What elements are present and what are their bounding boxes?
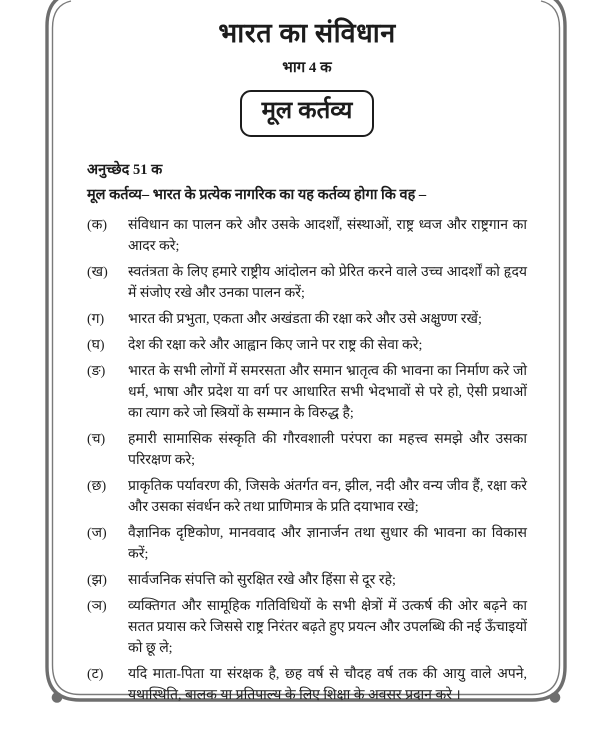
duty-text: संविधान का पालन करे और उसके आदर्शों, संस्थाओं, राष्ट्र ध्वज और राष्ट्रगान का आदर करे; <box>128 218 527 254</box>
duty-text: भारत के सभी लोगों में समरसता और समान भ्रातृत्व की भावना का निर्माण करे जो धर्म, भाषा और प्रदेश या वर्ग पर आधारित सभी भेदभावों से परे हो, ऐसी प्रथाओं का त्याग करे जो स्त्रियों के सम्मान के विरुद्ध है; <box>128 364 527 421</box>
duty-item <box>87 262 527 304</box>
duty-label: (ग) <box>87 312 105 327</box>
duty-label: (झ) <box>87 573 107 588</box>
duty-label: (क) <box>87 218 108 233</box>
duty-text: प्राकृतिक पर्यावरण की, जिसके अंतर्गत वन, झील, नदी और वन्य जीव हैं, रक्षा करे और उसका संवर्धन करे तथा प्राणिमात्र के प्रति दयाभाव रखे; <box>128 479 527 515</box>
duty-label: (ख) <box>87 265 108 280</box>
duty-item <box>87 215 527 257</box>
duty-label: (ज) <box>87 526 107 541</box>
duty-text: हमारी सामासिक संस्कृति की गौरवशाली परंपरा का महत्त्व समझे और उसका परिरक्षण करे; <box>128 432 527 468</box>
article-heading: अनुच्छेद 51 क <box>87 162 163 178</box>
duty-label: (ञ) <box>87 599 107 614</box>
duty-text: देश की रक्षा करे और आह्वान किए जाने पर राष्ट्र की सेवा करे; <box>128 338 423 353</box>
duty-item <box>87 361 527 424</box>
duties-list <box>87 215 527 706</box>
duty-text: व्यक्तिगत और सामूहिक गतिविधियों के सभी क्षेत्रों में उत्कर्ष की ओर बढ़ने का सतत प्रयास करे जिससे राष्ट्र निरंतर बढ़ते हुए प्रयत्न और उपलब्धि की नई ऊँचाइयों को छू ले; <box>128 599 527 656</box>
duty-item <box>87 429 527 471</box>
duty-item <box>87 523 527 565</box>
duty-text: स्वतंत्रता के लिए हमारे राष्ट्रीय आंदोलन को प्रेरित करने वाले उच्च आदर्शों को हृदय में संजोए रखे और उनका पालन करें; <box>128 265 527 301</box>
duty-label: (घ) <box>87 338 105 353</box>
duty-text: सार्वजनिक संपत्ति को सुरक्षित रखे और हिंसा से दूर रहे; <box>128 573 396 588</box>
section-title-box: मूल कर्तव्य <box>240 90 375 137</box>
duty-label: (छ) <box>87 479 107 494</box>
duty-item <box>87 476 527 518</box>
duty-label: (ट) <box>87 667 104 682</box>
duty-item <box>87 596 527 659</box>
duty-label: (च) <box>87 432 106 447</box>
corner-dot-left-icon <box>52 692 63 703</box>
part-label: भाग 4 क <box>282 60 332 76</box>
page-title: भारत का संविधान <box>218 18 396 48</box>
duty-text: भारत की प्रभुता, एकता और अखंडता की रक्षा करे और उसे अक्षुण्ण रखें; <box>128 312 482 327</box>
duty-text: वैज्ञानिक दृष्टिकोण, मानववाद और ज्ञानार्जन तथा सुधार की भावना का विकास करें; <box>128 526 527 562</box>
duty-item <box>87 570 527 591</box>
duty-item <box>87 309 527 330</box>
duty-label: (ङ) <box>87 364 106 379</box>
corner-dot-right-icon <box>550 692 561 703</box>
duty-text: यदि माता-पिता या संरक्षक है, छह वर्ष से चौदह वर्ष तक की आयु वाले अपने, यथास्थिति, बालक या प्रतिपाल्य के लिए शिक्षा के अवसर प्रदान करे । <box>128 667 527 703</box>
duty-item <box>87 664 527 706</box>
section-title-wrap <box>87 90 527 137</box>
document-content <box>87 16 527 711</box>
duty-item <box>87 335 527 356</box>
intro-line: मूल कर्तव्य– भारत के प्रत्येक नागरिक का यह कर्तव्य होगा कि वह – <box>87 187 427 203</box>
